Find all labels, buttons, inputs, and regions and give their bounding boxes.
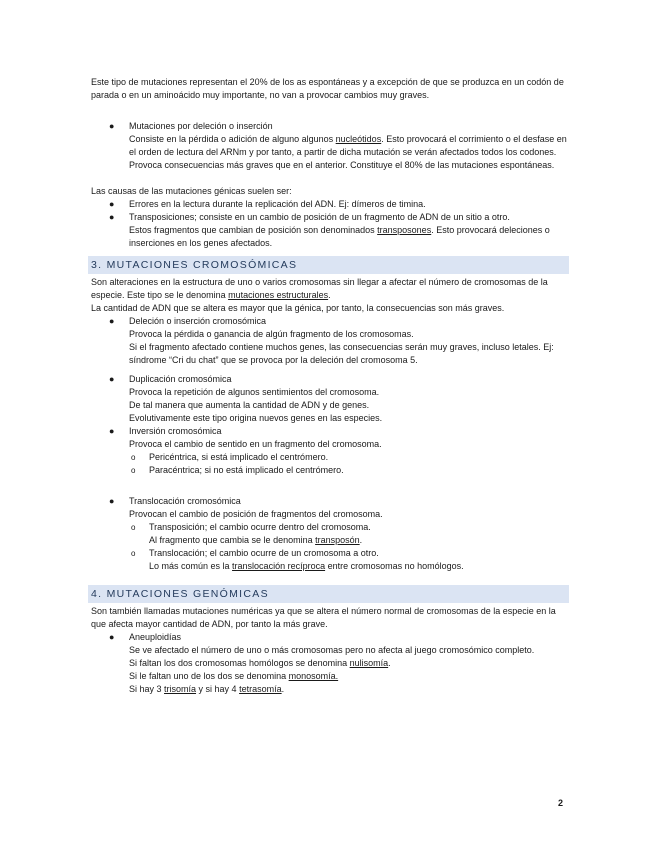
- bullet-icon: ●: [109, 496, 115, 506]
- text-run: Estos fragmentos que cambian de posición son denominados: [129, 225, 378, 235]
- bullet-text: Si el fragmento afectado contiene muchos genes, las consecuencias serán muy graves, incluso letales. Ej: síndrome “Cri du chat” que se provoca por la deleción del cromosoma 5.: [129, 342, 554, 365]
- circle-bullet-icon: o: [131, 523, 136, 532]
- bullet-duplicacion: [91, 373, 569, 425]
- underlined-term: transposones: [377, 225, 432, 235]
- text-run: .: [328, 290, 331, 300]
- bullet-item-delecion: [91, 120, 569, 172]
- bullet-text: Provoca la repetición de algunos sentimientos del cromosoma.: [129, 387, 380, 397]
- bullet-title: Inversión cromosómica: [129, 426, 222, 436]
- bullet-text: Evolutivamente este tipo origina nuevos genes en las especies.: [129, 413, 383, 423]
- text-run: Son alteraciones en la estructura de uno o varios cromosomas sin llegar a afectar el número de cromosomas de la especie. Este tipo se le denomina: [91, 277, 548, 300]
- bullet-text: [129, 670, 569, 683]
- bullet-text: Se ve afectado el número de uno o más cromosomas pero no afecta al juego cromosómico completo.: [129, 645, 535, 655]
- underlined-term: tetrasomía: [239, 684, 282, 694]
- bullet-icon: ●: [109, 426, 115, 436]
- sub-bullet-paracentrica: [91, 464, 569, 477]
- page-content: [91, 76, 569, 696]
- intro-paragraph: Este tipo de mutaciones representan el 20% de los as espontáneas y a excepción de que se produzca en un codón de parada o en un aminoácido muy importante, no van a provocar cambios muy graves.: [91, 77, 564, 100]
- bullet-aneuploidias: [91, 631, 569, 696]
- text-run: .: [281, 684, 285, 694]
- sub-bullet-text: Transposición; el cambio ocurre dentro del cromosoma.: [149, 522, 371, 532]
- sub-bullet-translocacion: [91, 547, 569, 573]
- text-run: Si faltan los dos cromosomas homólogos se denomina: [129, 658, 350, 668]
- text-run: y si hay 4: [196, 684, 240, 694]
- bullet-causa-2: [91, 211, 569, 250]
- section-paragraph: La cantidad de ADN que se altera es mayor que la génica, por tanto, la consecuencias son más graves.: [91, 303, 505, 313]
- underlined-term: mutaciones estructurales: [228, 290, 329, 300]
- underlined-term: nulisomía: [349, 658, 389, 668]
- text-run: Si le faltan uno de los dos se denomina: [129, 671, 289, 681]
- page-number: 2: [558, 798, 564, 808]
- section-heading-genomicas: 4. MUTACIONES GENÓMICAS: [88, 585, 569, 603]
- underlined-term: nucleótidos: [335, 134, 382, 144]
- sub-bullet-transposicion: [91, 521, 569, 547]
- bullet-body: [129, 133, 569, 172]
- bullet-text: Provocan el cambio de posición de fragmentos del cromosoma.: [129, 509, 383, 519]
- bullet-title: Duplicación cromosómica: [129, 374, 232, 384]
- text-run: Consiste en la pérdida o adición de alguno algunos: [129, 134, 336, 144]
- sub-bullet-text: [149, 534, 569, 547]
- bullet-title: Translocación cromosómica: [129, 496, 241, 506]
- bullet-text: Transposiciones; consiste en un cambio de posición de un fragmento de ADN de un sitio a otro.: [129, 212, 510, 222]
- bullet-text: Provoca el cambio de sentido en un fragmento del cromosoma.: [129, 439, 382, 449]
- bullet-text: De tal manera que aumenta la cantidad de ADN y de genes.: [129, 400, 370, 410]
- sub-bullet-text: Pericéntrica, si está implicado el centrómero.: [149, 452, 329, 462]
- circle-bullet-icon: o: [131, 466, 136, 475]
- text-run: .: [359, 535, 363, 545]
- bullet-title: Deleción o inserción cromosómica: [129, 316, 267, 326]
- text-run: Lo más común es la: [149, 561, 233, 571]
- text-run: Si hay 3: [129, 684, 165, 694]
- bullet-text: [129, 224, 569, 250]
- sub-bullet-text: Paracéntrica; si no está implicado el centrómero.: [149, 465, 344, 475]
- text-run: .: [388, 658, 391, 668]
- bullet-text: Provoca la pérdida o ganancia de algún fragmento de los cromosomas.: [129, 329, 414, 339]
- text-run: . Esto provocará el corrimiento o el desfase en el orden de lectura del ARNm y por tanto, a partir de dicha mutación se verán afectados todos los codones. Provoca consecuencias más graves que en el anterior. Constituye el 80% de las mutaciones espontáneas.: [129, 134, 567, 170]
- underlined-term: monosomía.: [288, 671, 339, 681]
- bullet-translocacion: [91, 495, 569, 521]
- circle-bullet-icon: o: [131, 549, 136, 558]
- text-run: Al fragmento que cambia se le denomina: [149, 535, 316, 545]
- bullet-title: Aneuploidías: [129, 632, 182, 642]
- sub-bullet-text: Translocación; el cambio ocurre de un cromosoma a otro.: [149, 548, 379, 558]
- bullet-icon: ●: [109, 199, 115, 209]
- bullet-text: [129, 683, 569, 696]
- section-paragraph: [91, 276, 569, 302]
- underlined-term: transposón: [315, 535, 360, 545]
- underlined-term: translocación recíproca: [232, 561, 326, 571]
- bullet-text: Errores en la lectura durante la replicación del ADN. Ej: dímeros de timina.: [129, 199, 426, 209]
- text-run: . Esto provocará deleciones o inserciones en los genes afectados.: [129, 225, 550, 248]
- bullet-causa-1: [91, 198, 569, 211]
- bullet-icon: ●: [109, 374, 115, 384]
- causas-intro: Las causas de las mutaciones génicas suelen ser:: [91, 186, 292, 196]
- bullet-inversion: [91, 425, 569, 451]
- bullet-title: Mutaciones por deleción o inserción: [129, 121, 273, 131]
- sub-bullet-text: [149, 560, 569, 573]
- bullet-delecion-cromosomica: [91, 315, 569, 367]
- bullet-text: [129, 657, 569, 670]
- sub-bullet-pericentrica: [91, 451, 569, 464]
- bullet-icon: ●: [109, 212, 115, 222]
- bullet-icon: ●: [109, 632, 115, 642]
- underlined-term: trisomía: [164, 684, 197, 694]
- bullet-icon: ●: [109, 316, 115, 326]
- text-run: entre cromosomas no homólogos.: [325, 561, 464, 571]
- section-paragraph: Son también llamadas mutaciones numéricas ya que se altera el número normal de cromosomas de la especie en la que afecta mayor cantidad de ADN, por tanto la más grave.: [91, 606, 556, 629]
- bullet-icon: ●: [109, 121, 115, 131]
- circle-bullet-icon: o: [131, 453, 136, 462]
- section-heading-cromosomicas: 3. MUTACIONES CROMOSÓMICAS: [88, 256, 569, 274]
